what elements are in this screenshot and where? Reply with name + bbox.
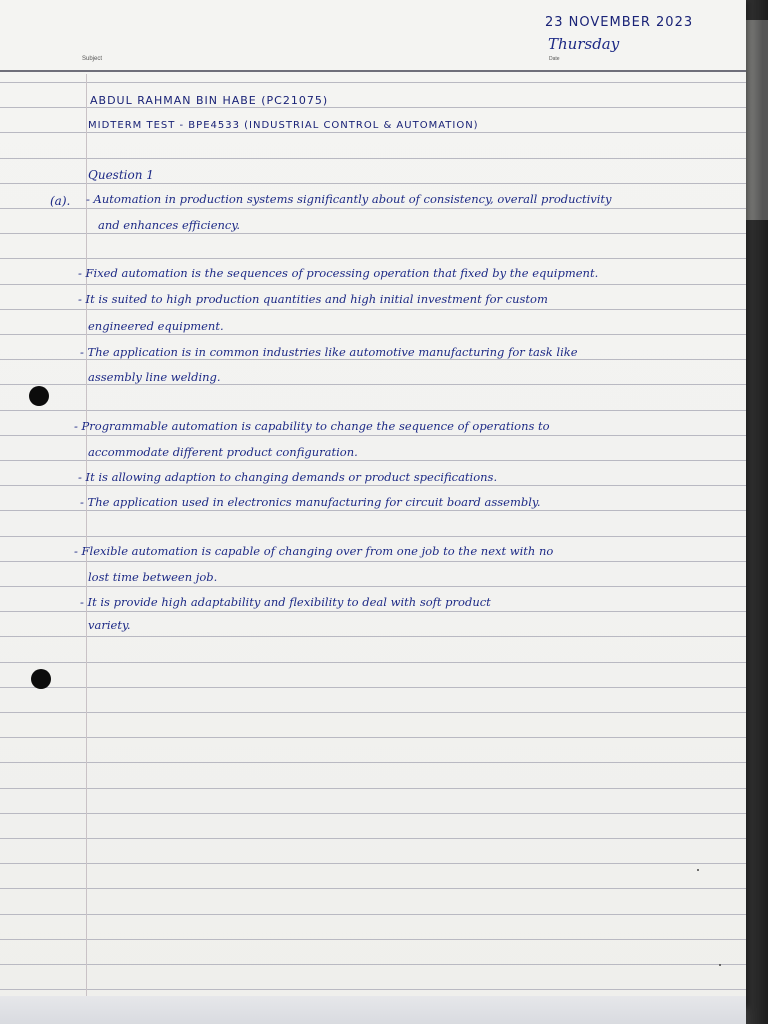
ruled-line [0,964,746,965]
ruled-line [0,435,746,436]
test-title-line: MIDTERM TEST - BPE4533 (INDUSTRIAL CONTROL & AUTOMATION) [88,120,479,131]
ruled-line [0,586,746,587]
ruled-line [0,460,746,461]
ruled-line [0,561,746,562]
handwritten-day: Thursday [548,35,620,53]
answer-line: accommodate different product configuration. [88,445,358,459]
answer-line: variety. [88,618,131,632]
answer-line: - Automation in production systems significantly about of consistency, overall productivity [86,192,612,206]
ruled-line [0,813,746,814]
ruled-line [0,536,746,537]
answer-line: - Flexible automation is capable of changing over from one job to the next with no [74,544,554,558]
punch-hole [29,386,49,406]
ruled-line [0,384,746,385]
stray-mark [719,964,721,966]
ruled-line [0,737,746,738]
ruled-line [0,410,746,411]
ruled-line [0,914,746,915]
ruled-line [0,82,746,83]
answer-line: lost time between job. [88,570,218,584]
ruled-line [0,989,746,990]
ruled-line [0,838,746,839]
part-label: (a). [50,194,71,208]
answer-line: - It is suited to high production quantities and high initial investment for custom [78,292,548,306]
ruled-line [0,788,746,789]
ruled-line [0,611,746,612]
answer-line: engineered equipment. [88,319,224,333]
answer-line: - Fixed automation is the sequences of processing operation that fixed by the equipment. [78,266,599,280]
ruled-line [0,208,746,209]
answer-line: - The application used in electronics manufacturing for circuit board assembly. [80,495,541,509]
ruled-line [0,183,746,184]
ruled-line [0,863,746,864]
ruled-line [0,132,746,133]
header-rule [0,70,746,72]
ruled-line [0,359,746,360]
answer-line: - It is provide high adaptability and flexibility to deal with soft product [80,595,491,609]
ruled-line [0,485,746,486]
ruled-line [0,939,746,940]
ruled-line [0,712,746,713]
ruled-line [0,233,746,234]
answer-line: assembly line welding. [88,370,221,384]
student-name-line: ABDUL RAHMAN BIN HABE (PC21075) [90,94,329,107]
ruled-line [0,284,746,285]
ruled-line [0,687,746,688]
handwritten-date: 23 NOVEMBER 2023 [545,15,694,30]
ruled-line [0,510,746,511]
answer-line: and enhances efficiency. [98,218,240,232]
stray-mark [697,869,699,871]
margin-line [86,74,87,1004]
subject-label: Subject [82,56,103,62]
ruled-line [0,762,746,763]
answer-line: - Programmable automation is capability to change the sequence of operations to [74,419,550,433]
ruled-line [0,888,746,889]
ruled-line [0,258,746,259]
ruled-line [0,636,746,637]
page-bottom-edge [0,996,746,1024]
ruled-line [0,662,746,663]
question-heading: Question 1 [88,168,154,182]
date-label: Date [549,56,560,62]
ruled-line [0,334,746,335]
ruled-line [0,158,746,159]
ruled-line [0,107,746,108]
answer-line: - It is allowing adaption to changing demands or product specifications. [78,470,498,484]
answer-line: - The application is in common industries like automotive manufacturing for task like [80,345,578,359]
ruled-line [0,309,746,310]
punch-hole [31,669,51,689]
